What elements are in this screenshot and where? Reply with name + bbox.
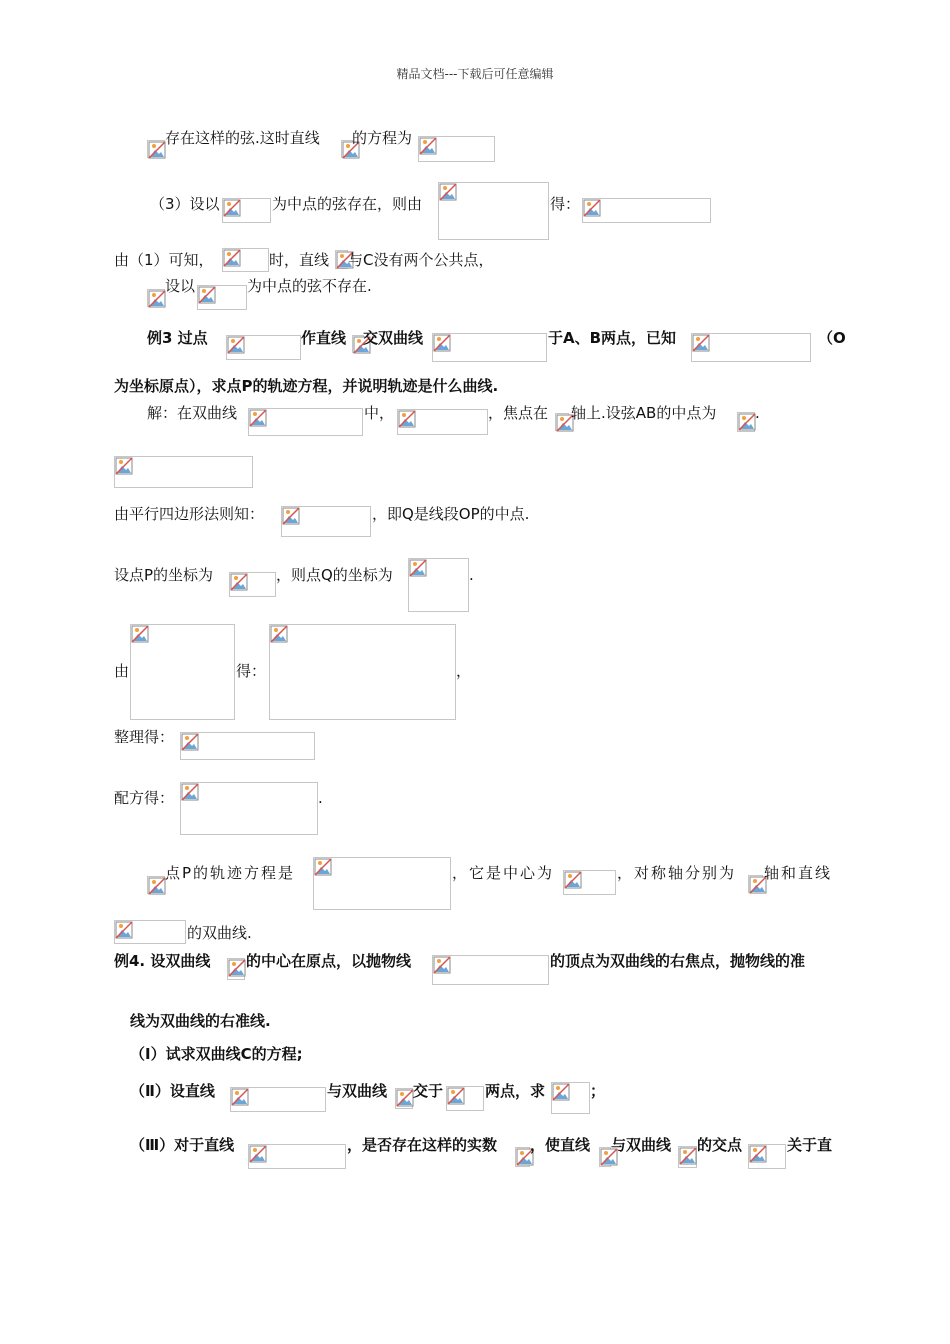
- broken-image-icon: [419, 137, 437, 155]
- text-line: 与双曲线: [611, 1136, 672, 1154]
- formula-image: [281, 506, 371, 537]
- example-heading: 例4. 设双曲线: [114, 952, 211, 970]
- broken-image-icon: [115, 921, 133, 939]
- broken-image-icon: [249, 1145, 267, 1163]
- text-line: ，: [456, 662, 472, 680]
- text-line: 得：: [550, 195, 581, 213]
- text-line: 由（1）可知，: [114, 251, 214, 269]
- text-line: ，对称轴分别为: [617, 864, 737, 882]
- formula-image: [551, 1082, 590, 1114]
- formula-image: [114, 920, 186, 944]
- text-line: 与C没有两个公共点，: [348, 251, 494, 269]
- text-line: 中，: [364, 404, 395, 422]
- broken-image-icon: [270, 625, 288, 643]
- broken-image-icon: [181, 783, 199, 801]
- broken-image-icon: [198, 286, 216, 304]
- broken-image-icon: [282, 507, 300, 525]
- formula-image: [691, 333, 811, 362]
- broken-image-icon: [738, 413, 756, 431]
- text-line: 设点P的坐标为: [114, 566, 214, 584]
- text-line: 解：在双曲线: [147, 404, 238, 422]
- text-line: 交双曲线: [363, 329, 424, 347]
- broken-image-icon: [231, 1088, 249, 1106]
- broken-image-icon: [148, 290, 166, 308]
- text-line: ，是否存在这样的实数: [347, 1136, 498, 1154]
- text-line: 为中点的弦存在，则由: [272, 195, 423, 213]
- formula-image: [147, 289, 165, 307]
- text-line: 于A、B两点，已知: [548, 329, 677, 347]
- text-line: 的顶点为双曲线的右焦点，抛物线的准: [550, 952, 806, 970]
- text-line: ；: [590, 1082, 606, 1100]
- text-line: 由: [114, 662, 130, 680]
- text-line: .: [755, 404, 760, 422]
- formula-image: [248, 1144, 346, 1169]
- formula-image: [432, 955, 549, 985]
- broken-image-icon: [439, 183, 457, 201]
- broken-image-icon: [227, 336, 245, 354]
- text-line: 的中心在原点，以抛物线: [246, 952, 412, 970]
- text-line: .: [469, 566, 474, 584]
- text-line: 轴上.设弦AB的中点为: [571, 404, 717, 422]
- formula-image: [147, 140, 165, 158]
- formula-image: [230, 1087, 326, 1112]
- broken-image-icon: [447, 1087, 465, 1105]
- formula-image: [515, 1147, 530, 1167]
- formula-image: [335, 250, 348, 269]
- formula-image: [446, 1086, 484, 1111]
- broken-image-icon: [148, 141, 166, 159]
- broken-image-icon: [131, 625, 149, 643]
- text-line: ，即Q是线段OP的中点.: [372, 505, 530, 523]
- question-1: （Ⅰ）试求双曲线C的方程;: [130, 1045, 303, 1063]
- text-line: 为中点的弦不存在.: [247, 277, 372, 295]
- text-line: 得：: [236, 662, 267, 680]
- broken-image-icon: [583, 199, 601, 217]
- formula-image: [438, 182, 549, 240]
- formula-image: [563, 870, 616, 895]
- text-line: 轴和直线: [764, 864, 833, 882]
- formula-image: [737, 412, 755, 432]
- formula-image: [599, 1147, 611, 1167]
- text-line: （3）设以: [150, 195, 220, 213]
- text-line: .: [318, 789, 323, 807]
- formula-image: [248, 408, 363, 436]
- broken-image-icon: [249, 409, 267, 427]
- formula-image: [197, 285, 247, 310]
- formula-image: [408, 558, 469, 612]
- broken-image-icon: [223, 249, 241, 267]
- formula-image: [222, 198, 271, 223]
- text-line: 与双曲线: [327, 1082, 388, 1100]
- formula-image: [678, 1146, 697, 1168]
- broken-image-icon: [314, 858, 332, 876]
- text-line: 关于直: [787, 1136, 833, 1154]
- formula-image: [418, 136, 495, 162]
- formula-image: [180, 732, 315, 760]
- question-2: （Ⅱ）设直线: [130, 1082, 215, 1100]
- text-line: （O: [818, 329, 846, 347]
- formula-image: [180, 782, 318, 835]
- text-line: 线为双曲线的右准线.: [130, 1012, 271, 1030]
- formula-image: [395, 1088, 413, 1109]
- example-heading: 例3 过点: [147, 329, 208, 347]
- text-line: 交于: [413, 1082, 444, 1100]
- broken-image-icon: [396, 1089, 414, 1107]
- broken-image-icon: [552, 1083, 570, 1101]
- broken-image-icon: [148, 877, 166, 895]
- text-line: 时，直线: [269, 251, 330, 269]
- formula-image: [114, 456, 253, 488]
- text-line: 存在这样的弦.这时直线: [165, 129, 320, 147]
- formula-image: [748, 1144, 786, 1169]
- broken-image-icon: [398, 410, 416, 428]
- formula-image: [222, 248, 269, 272]
- text-line: 点P的轨迹方程是: [165, 864, 296, 882]
- formula-image: [313, 857, 451, 910]
- text-line: 配方得：: [114, 789, 175, 807]
- broken-image-icon: [564, 871, 582, 889]
- text-line: 的双曲线.: [187, 924, 252, 942]
- broken-image-icon: [228, 959, 246, 977]
- formula-image: [147, 876, 165, 894]
- broken-image-icon: [692, 334, 710, 352]
- broken-image-icon: [749, 1145, 767, 1163]
- broken-image-icon: [230, 573, 248, 591]
- formula-image: [227, 958, 245, 980]
- broken-image-icon: [433, 956, 451, 974]
- text-line: 整理得：: [114, 728, 175, 746]
- text-line: 两点，求: [485, 1082, 546, 1100]
- text-line: 为坐标原点），求点P的轨迹方程，并说明轨迹是什么曲线.: [114, 377, 499, 395]
- formula-image: [130, 624, 235, 720]
- text-line: ，使直线: [530, 1136, 591, 1154]
- text-line: ，焦点在: [488, 404, 549, 422]
- formula-image: [582, 198, 711, 223]
- broken-image-icon: [433, 334, 451, 352]
- broken-image-icon: [115, 457, 133, 475]
- formula-image: [397, 409, 488, 435]
- text-line: 设以: [165, 277, 196, 295]
- broken-image-icon: [679, 1147, 697, 1165]
- broken-image-icon: [181, 733, 199, 751]
- page-header: 精品文档---下载后可任意编辑: [396, 67, 554, 81]
- formula-image: [432, 333, 547, 362]
- text-line: ，则点Q的坐标为: [276, 566, 393, 584]
- text-line: ，它是中心为: [452, 864, 555, 882]
- text-line: 作直线: [301, 329, 347, 347]
- broken-image-icon: [223, 199, 241, 217]
- formula-image: [555, 413, 569, 431]
- formula-image: [229, 572, 276, 597]
- formula-image: [226, 335, 301, 360]
- broken-image-icon: [409, 559, 427, 577]
- text-line: 的方程为: [352, 129, 413, 147]
- text-line: 的交点: [697, 1136, 743, 1154]
- formula-image: [748, 875, 763, 893]
- question-3: （Ⅲ）对于直线: [130, 1136, 235, 1154]
- formula-image: [269, 624, 456, 720]
- text-line: 由平行四边形法则知：: [114, 505, 265, 523]
